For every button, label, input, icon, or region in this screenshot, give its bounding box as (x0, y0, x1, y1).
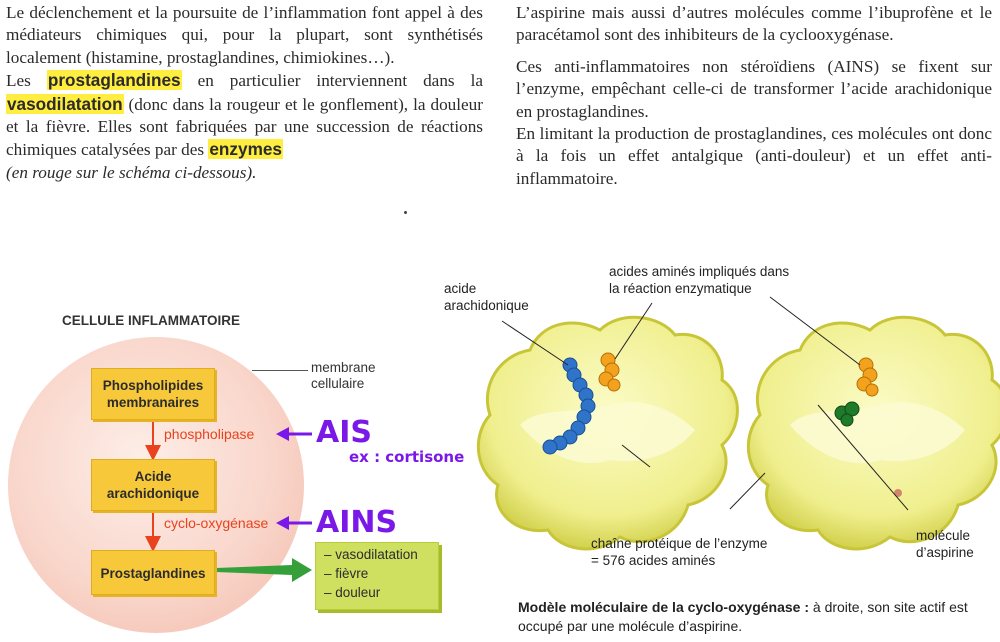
annotation-example: ex : cortisone (349, 448, 465, 466)
label-line: acide (444, 281, 477, 296)
effect-item: – vasodilatation (324, 547, 418, 562)
annotation-ains: AINS (316, 505, 398, 540)
membrane-label-line: membrane (311, 360, 376, 375)
paragraph-mediators: Le déclenchement et la poursuite de l’inflammation font appel à des médiateurs chimiques qui, pour la plupart, sont synthétisés localement (histamine, prostaglandines, chimiokines…). (6, 3, 483, 67)
label-line: molécule (916, 528, 971, 543)
effect-item: – fièvre (324, 566, 369, 581)
box-prostaglandines: Prostaglandines (91, 550, 215, 595)
box-line: Acide (134, 469, 172, 484)
label-chaine-proteique (591, 535, 767, 569)
caption-text: à droite, son site actif est occupé par une molécule d’aspirine. (518, 599, 968, 634)
label-line: acides aminés impliqués dans (609, 264, 790, 279)
label-line: arachidonique (444, 298, 529, 313)
enzyme-phospholipase: phospholipase (164, 426, 255, 442)
diagram-title: CELLULE INFLAMMATOIRE (62, 313, 240, 328)
membrane-label-line: cellulaire (311, 376, 365, 391)
paragraph-effects: En limitant la production de prostaglandines, ces molécules ont donc à la fois un effet antalgique (anti-douleur) et un effet anti-inflammatoire. (516, 124, 992, 188)
effect-item: – douleur (324, 585, 381, 600)
protein-right (748, 317, 1000, 549)
label-line: d’aspirine (916, 545, 974, 560)
box-line: membranaires (106, 395, 200, 410)
highlight-vasodilatation: vasodilatation (7, 93, 123, 114)
highlight-prostaglandines: prostaglandines (47, 70, 181, 91)
text-fragment: (donc dans la rougeur et le gonflement), la douleur et la fièvre. Elles sont fabriquées par une succession de réactions chimiques catalysées par des (6, 94, 483, 160)
caption-title: Modèle moléculaire de la cyclo-oxygénase : (518, 599, 809, 615)
enzyme-cyclooxygenase: cyclo-oxygénase (164, 515, 269, 531)
paragraph-aspirine: L’aspirine mais aussi d’autres molécules comme l’ibuprofène et le paracétamol sont des inhibiteurs de la cyclooxygénase. (516, 3, 992, 45)
label-line: chaîne protéique de l’enzyme (591, 536, 768, 551)
italic-note: (en rouge sur le schéma ci-dessous). (6, 162, 257, 182)
paragraph-ains: Ces anti-inflammatoires non stéroïdiens (AINS) se fixent sur l’enzyme, empêchant celle-ci de transformer l’acide arachidonique en prostaglandines. (516, 56, 992, 121)
label-aspirine (916, 527, 974, 561)
box-acide-arachidonique (91, 459, 215, 511)
box-line: arachidonique (106, 486, 200, 501)
label-acides-amines (609, 263, 789, 297)
protein-left (478, 317, 737, 549)
arrow-ais-head (276, 427, 289, 441)
arrow-ains-head (276, 516, 289, 530)
effects-box (315, 542, 439, 610)
label-line: la réaction enzymatique (609, 281, 752, 296)
box-phospholipides (91, 368, 215, 420)
box-line: Phospholipides (102, 378, 204, 393)
annotation-ais: AIS (316, 415, 372, 450)
figure-caption (518, 598, 998, 636)
arrow-effects (216, 558, 312, 582)
highlight-enzymes: enzymes (209, 139, 282, 160)
text-fragment: en particulier interviennent dans la (181, 71, 483, 91)
text-fragment: Les (6, 71, 47, 91)
label-line: = 576 acides aminés (591, 553, 716, 568)
label-acide-arachidonique (444, 280, 529, 314)
